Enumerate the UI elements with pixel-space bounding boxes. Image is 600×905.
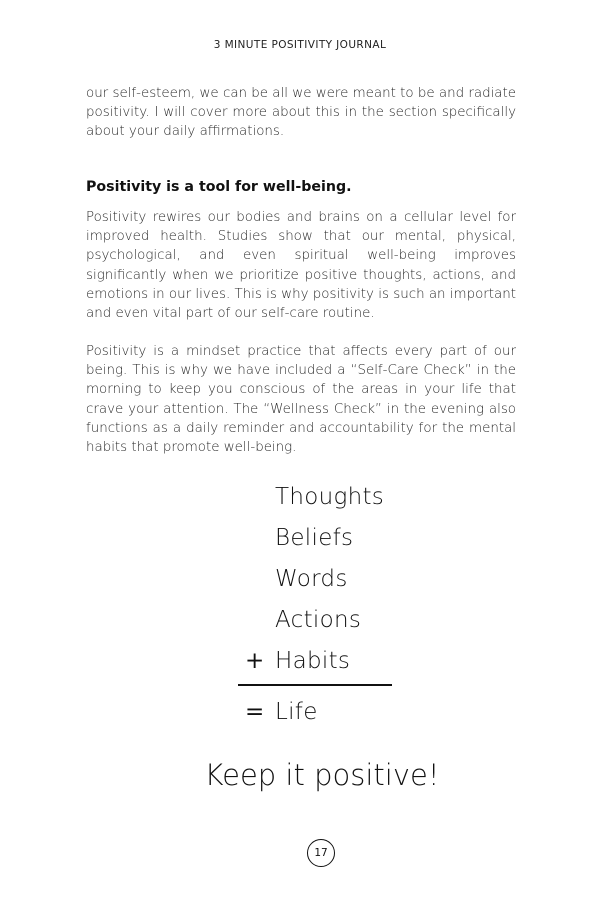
equation-term-beliefs: Beliefs [275,525,354,551]
page-number: 17 [314,847,328,859]
paragraph-intro: our self-esteem, we can be all we were meant to be and radiate positivity. I will cover more about this in the section specifically about your daily affirmations. [86,86,516,140]
slogan: Keep it positive! [204,758,440,792]
equation-equals-sign: = [245,699,265,725]
section-heading: Positivity is a tool for well-being. [86,179,352,195]
equation-term-habits: Habits [275,648,351,674]
running-header: 3 MINUTE POSITIVITY JOURNAL [213,39,387,51]
paragraph-positivity-health: Positivity rewires our bodies and brains on a cellular level for improved health. Studies show that our mental, physical, psychological, and even spiritual well-being improves significantly when we prioritize positive thoughts, actions, and emotions in our lives. This is why positivity is such an important and even vital part of our self-care routine. [86,210,516,322]
equation-term-words: Words [275,566,348,592]
equation-result-life: Life [275,699,318,725]
equation-term-actions: Actions [275,607,362,633]
equation-plus-sign: + [245,648,265,674]
equation-sum-rule [238,684,392,686]
equation-term-thoughts: Thoughts [275,484,385,510]
page-number-badge [307,839,335,867]
paragraph-mindset-practice: Positivity is a mindset practice that affects every part of our being. This is why we have included a “Self-Care Check” in the morning to keep you conscious of the areas in your life that crave your attention. The “Wellness Check” in the evening also functions as a daily reminder and accountability for the mental habits that promote well-being. [86,344,516,456]
